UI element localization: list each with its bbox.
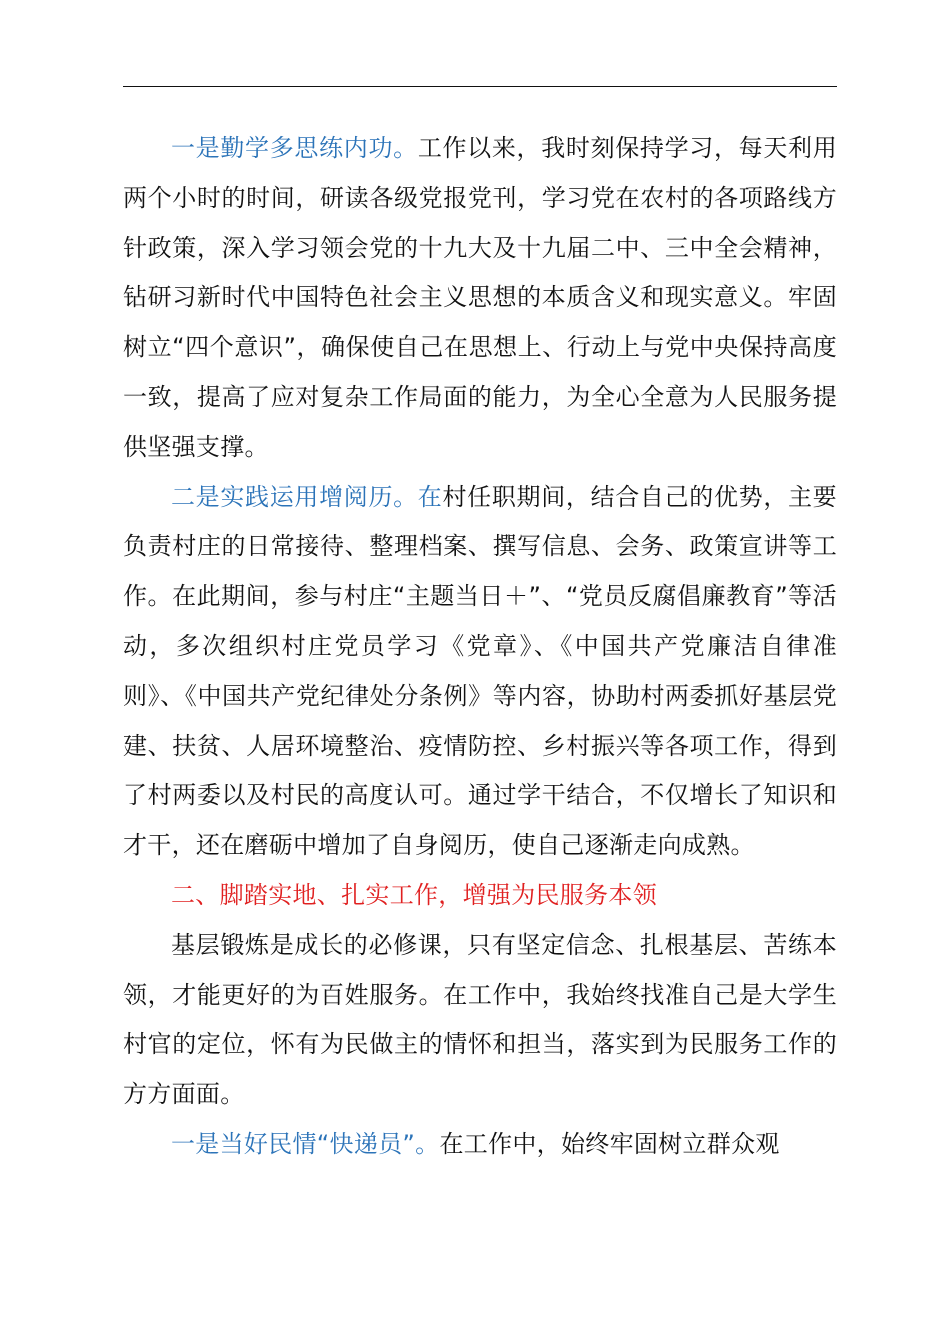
subheading-courier: 一是当好民情“快递员”。 [171, 1129, 440, 1158]
paragraph-study [123, 124, 837, 473]
header-rule [123, 86, 837, 87]
paragraph-courier [123, 1120, 837, 1170]
paragraph-study-text: 工作以来，我时刻保持学习，每天利用两个小时的时间，研读各级党报党刊，学习党在农村的各项路线方针政策，深入学习领会党的十九大及十九届二中、三中全会精神，钻研习新时代中国特色社会主义思想的本质含义和现实意义。牢固树立“四个意识”，确保使自己在思想上、行动上与党中央保持高度一致，提高了应对复杂工作局面的能力，为全心全意为人民服务提供坚强支撑。 [123, 134, 837, 461]
document-body [123, 124, 837, 1170]
section-heading-2: 二、脚踏实地、扎实工作，增强为民服务本领 [171, 880, 657, 909]
paragraph-courier-text: 在工作中，始终牢固树立群众观 [439, 1129, 780, 1158]
paragraph-practice-text: 村任职期间，结合自己的优势，主要负责村庄的日常接待、整理档案、撰写信息、会务、政策宣讲等工作。在此期间，参与村庄“主题当日＋”、“党员反腐倡廉教育”等活动，多次组织村庄党员学习《党章》、《中国共产党廉洁自律准则》、《中国共产党纪律处分条例》等内容，协助村两委抓好基层党建、扶贫、人居环境整治、疫情防控、乡村振兴等各项工作，得到了村两委以及村民的高度认可。通过学干结合，不仅增长了知识和才干，还在磨砺中增加了自身阅历，使自己逐渐走向成熟。 [123, 482, 837, 860]
paragraph-practice [123, 473, 837, 871]
paragraph-grassroots: 基层锻炼是成长的必修课，只有坚定信念、扎根基层、苦练本领，才能更好的为百姓服务。在工作中，我始终找准自己是大学生村官的定位，怀有为民做主的情怀和担当，落实到为民服务工作的方方面面。 [123, 930, 837, 1109]
subheading-practice: 二是实践运用增阅历。在 [171, 482, 443, 511]
subheading-study: 一是勤学多思练内功。 [171, 134, 418, 162]
